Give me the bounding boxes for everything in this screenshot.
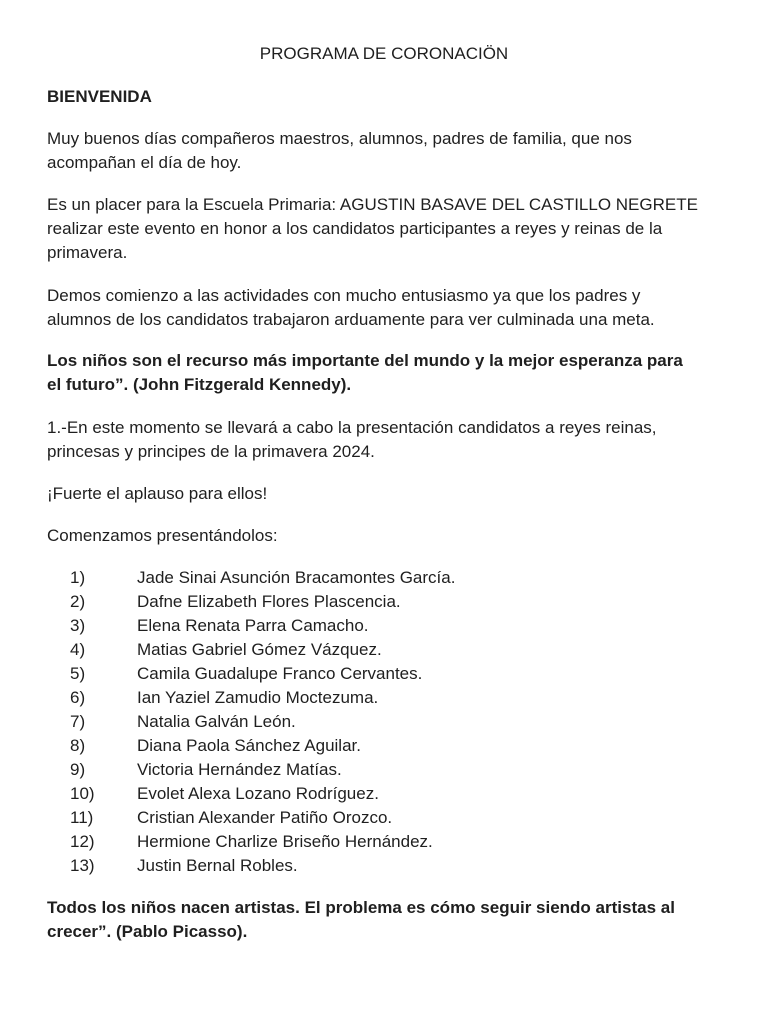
candidate-name: Hermione Charlize Briseño Hernández. xyxy=(137,832,433,851)
list-item xyxy=(0,854,768,878)
candidate-name: Elena Renata Parra Camacho. xyxy=(137,616,369,635)
quote-kennedy xyxy=(47,349,683,397)
list-item-number: 9) xyxy=(70,760,86,779)
list-item xyxy=(0,806,768,830)
text-line: realizar este evento en honor a los candidatos participantes a reyes y reinas de la xyxy=(47,219,663,238)
quote-picasso xyxy=(47,896,675,944)
candidate-name: Dafne Elizabeth Flores Plascencia. xyxy=(137,592,401,611)
section-heading: BIENVENIDA xyxy=(47,87,152,106)
list-item-number: 1) xyxy=(70,568,86,587)
paragraph-start xyxy=(47,284,655,332)
paragraph-greeting xyxy=(47,127,632,175)
text-line: el futuro”. (John Fitzgerald Kennedy). xyxy=(47,375,352,394)
list-item-number: 12) xyxy=(70,832,95,851)
candidate-name: Jade Sinai Asunción Bracamontes García. xyxy=(137,568,456,587)
paragraph-introduction: Comenzamos presentándolos: xyxy=(47,526,278,545)
text-line: Todos los niños nacen artistas. El problema es cómo seguir siendo artistas al xyxy=(47,898,675,917)
candidate-name: Natalia Galván León. xyxy=(137,712,296,731)
paragraph-presentation xyxy=(47,416,657,464)
list-item xyxy=(0,662,768,686)
document-title: PROGRAMA DE CORONACIÖN xyxy=(259,44,509,63)
candidate-name: Cristian Alexander Patiño Orozco. xyxy=(137,808,393,827)
text-line: acompañan el día de hoy. xyxy=(47,153,242,172)
text-line: Demos comienzo a las actividades con mucho entusiasmo ya que los padres y xyxy=(47,286,641,305)
candidate-name: Matias Gabriel Gómez Vázquez. xyxy=(137,640,382,659)
candidate-name: Diana Paola Sánchez Aguilar. xyxy=(137,736,361,755)
candidate-name: Justin Bernal Robles. xyxy=(137,856,298,875)
candidate-name: Victoria Hernández Matías. xyxy=(137,760,342,779)
list-item xyxy=(0,566,768,590)
text-line: primavera. xyxy=(47,243,128,262)
text-line: crecer”. (Pablo Picasso). xyxy=(47,922,248,941)
list-item xyxy=(0,758,768,782)
list-item xyxy=(0,614,768,638)
list-item-number: 11) xyxy=(70,808,94,827)
list-item-number: 10) xyxy=(70,784,95,803)
list-item xyxy=(0,710,768,734)
text-line: princesas y principes de la primavera 2024. xyxy=(47,442,375,461)
paragraph-school xyxy=(47,193,698,265)
text-line: Muy buenos días compañeros maestros, alumnos, padres de familia, que nos xyxy=(47,129,632,148)
text-line: Los niños son el recurso más importante del mundo y la mejor esperanza para xyxy=(47,351,683,370)
list-item xyxy=(0,734,768,758)
candidate-name: Camila Guadalupe Franco Cervantes. xyxy=(137,664,423,683)
list-item xyxy=(0,590,768,614)
text-line: Es un placer para la Escuela Primaria: AGUSTIN BASAVE DEL CASTILLO NEGRETE xyxy=(47,195,698,214)
list-item-number: 4) xyxy=(70,640,86,659)
list-item xyxy=(0,830,768,854)
list-item xyxy=(0,782,768,806)
list-item-number: 5) xyxy=(70,664,86,683)
list-item-number: 8) xyxy=(70,736,86,755)
text-line: alumnos de los candidatos trabajaron arduamente para ver culminada una meta. xyxy=(47,310,655,329)
candidate-list xyxy=(0,566,768,878)
list-item-number: 2) xyxy=(70,592,86,611)
list-item-number: 6) xyxy=(70,688,86,707)
list-item xyxy=(0,638,768,662)
list-item-number: 3) xyxy=(70,616,86,635)
candidate-name: Evolet Alexa Lozano Rodríguez. xyxy=(137,784,379,803)
list-item-number: 7) xyxy=(70,712,86,731)
text-line: 1.-En este momento se llevará a cabo la presentación candidatos a reyes reinas, xyxy=(47,418,657,437)
list-item xyxy=(0,686,768,710)
list-item-number: 13) xyxy=(70,856,95,875)
paragraph-applause: ¡Fuerte el aplauso para ellos! xyxy=(47,484,268,503)
candidate-name: Ian Yaziel Zamudio Moctezuma. xyxy=(137,688,379,707)
